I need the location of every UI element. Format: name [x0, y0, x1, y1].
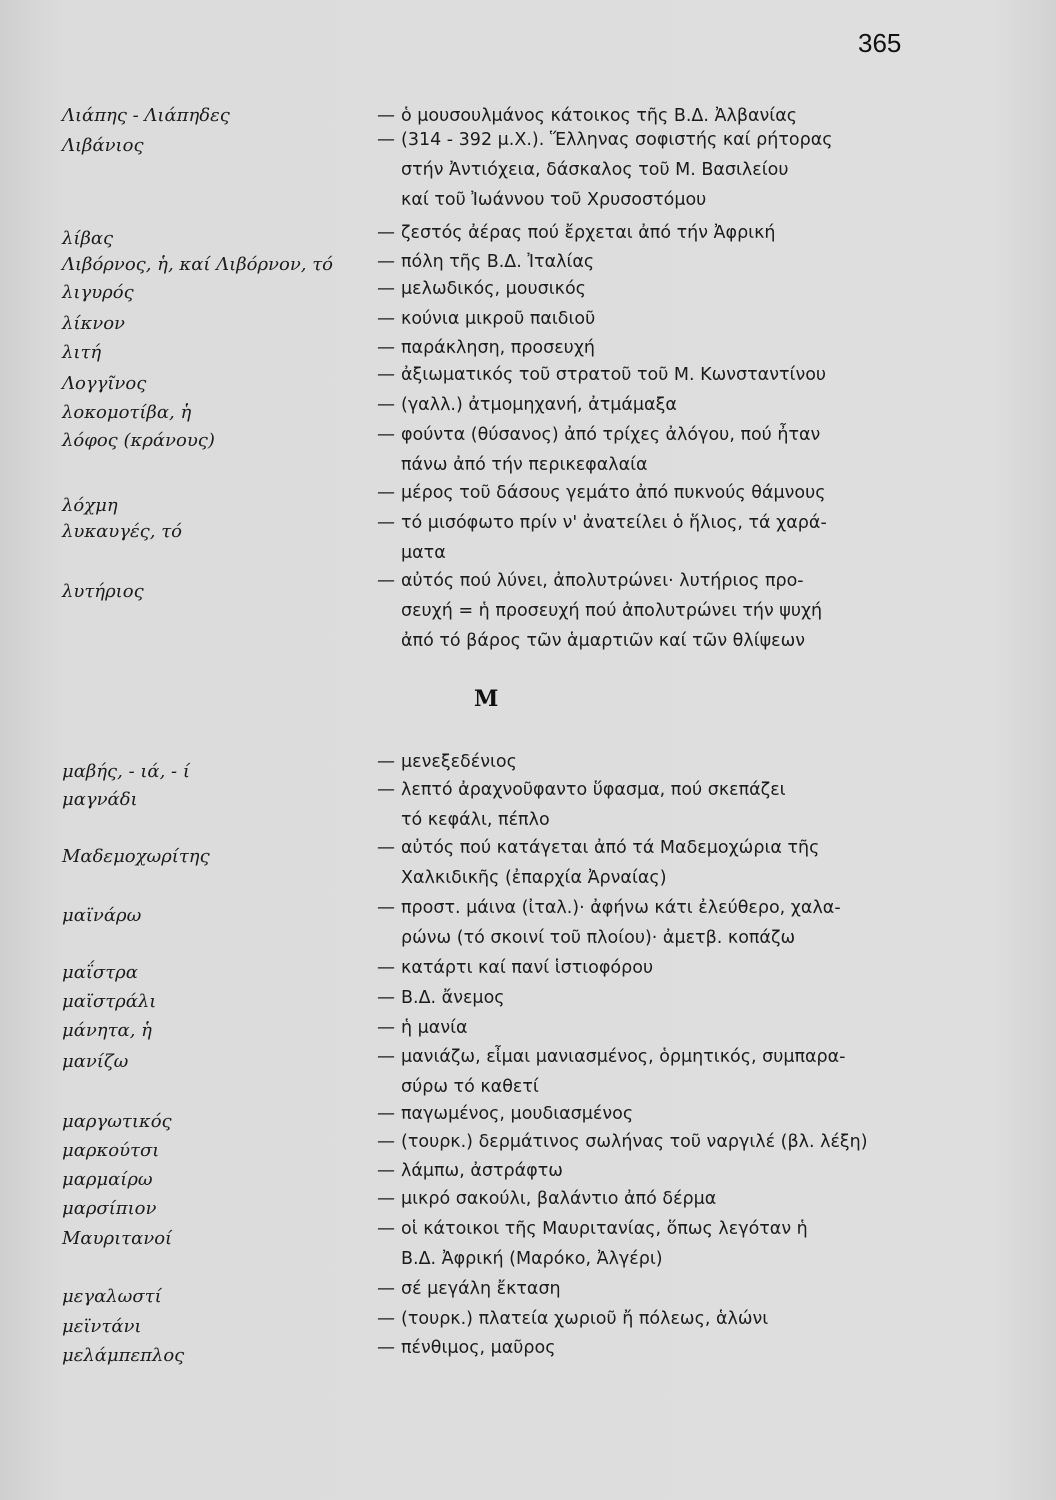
definition-line: σέ μεγάλη ἔκταση [401, 1279, 561, 1299]
entry-dash: — [377, 570, 395, 591]
entry-term: λοκομοτίβα, ἡ [62, 402, 192, 423]
entry-term: λόχμη [62, 495, 118, 516]
entry-term: μαρσίπιον [62, 1198, 157, 1219]
entry-definition [401, 1274, 913, 1304]
entry-term: λιγυρός [62, 282, 134, 303]
entry-dash: — [377, 482, 395, 503]
definition-line: λεπτό ἀραχνοῦφαντο ὕφασμα, πού σκεπάζει [401, 780, 786, 800]
entry-term: μανίζω [62, 1051, 129, 1072]
definition-line: λάμπω, ἀστράφτω [401, 1161, 563, 1181]
entry-term: Λιβόρνος, ἡ, καί Λιβόρνον, τό [62, 254, 333, 275]
definition-line: Β.Δ. Ἀφρική (Μαρόκο, Ἀλγέρι) [401, 1249, 663, 1269]
entry-definition [401, 893, 913, 953]
entry-definition [401, 1042, 913, 1102]
entry-term: μαϊνάρω [62, 905, 142, 926]
entry-dash: — [377, 837, 395, 858]
entry-definition [401, 1127, 913, 1157]
entry-term: μαϊστράλι [62, 991, 157, 1012]
entry-term: λιτή [62, 342, 102, 363]
definition-line: τό μισόφωτο πρίν ν' ἀνατείλει ὁ ἥλιος, τά χαρά- [401, 513, 827, 533]
entry-definition [401, 1184, 913, 1214]
section-letter: Μ [474, 686, 499, 712]
definition-line: παράκληση, προσευχή [401, 338, 596, 358]
entry-dash: — [377, 512, 395, 533]
definition-line: ἀξιωματικός τοῦ στρατοῦ τοῦ Μ. Κωνσταντίνου [401, 365, 827, 385]
entry-definition [401, 953, 913, 983]
page-number: 365 [858, 28, 902, 58]
definition-line: μέρος τοῦ δάσους γεμάτο ἀπό πυκνούς θάμνους [401, 483, 826, 503]
entry-dash: — [377, 1188, 395, 1209]
definition-line: μανιάζω, εἶμαι μανιασμένος, ὁρμητικός, συμπαρα- [401, 1047, 846, 1067]
definition-line: σευχή = ἡ προσευχή πού ἀπολυτρώνει τήν ψυχή [401, 601, 823, 621]
entry-definition [401, 747, 913, 777]
entry-definition [401, 1333, 913, 1363]
definition-line: (314 - 392 μ.Χ.). Ἕλληνας σοφιστής καί ρήτορας [401, 130, 833, 150]
definition-line: παγωμένος, μουδιασμένος [401, 1104, 634, 1124]
entry-term: λίκνον [62, 313, 125, 334]
definition-line: στήν Ἀντιόχεια, δάσκαλος τοῦ Μ. Βασιλείου [401, 160, 789, 180]
entry-dash: — [377, 1218, 395, 1239]
entry-dash: — [377, 105, 395, 126]
definition-line: αὐτός πού λύνει, ἀπολυτρώνει· λυτήριος προ- [401, 571, 804, 591]
entry-dash: — [377, 364, 395, 385]
definition-line: κούνια μικροῦ παιδιοῦ [401, 309, 596, 329]
definition-line: πένθιμος, μαῦρος [401, 1338, 556, 1358]
entry-term: μαγνάδι [62, 789, 138, 810]
entry-dash: — [377, 222, 395, 243]
entry-dash: — [377, 394, 395, 415]
entry-definition [401, 833, 913, 893]
definition-line: οἱ κάτοικοι τῆς Μαυριτανίας, ὅπως λεγόταν ἡ [401, 1219, 808, 1239]
entry-term: μαΐστρα [62, 962, 138, 983]
entry-definition [401, 1099, 913, 1129]
entry-definition [401, 1156, 913, 1186]
entry-term: λόφος (κράνους) [62, 430, 215, 451]
entry-dash: — [377, 251, 395, 272]
definition-line: ἡ μανία [401, 1018, 468, 1038]
entry-definition [401, 983, 913, 1013]
entry-term: λυκαυγές, τό [62, 521, 182, 542]
definition-line: Β.Δ. ἄνεμος [401, 988, 505, 1008]
definition-line: ἀπό τό βάρος τῶν ἁμαρτιῶν καί τῶν θλίψεων [401, 631, 806, 651]
definition-line: αὐτός πού κατάγεται ἀπό τά Μαδεμοχώρια τῆς [401, 838, 820, 858]
definition-line: σύρω τό καθετί [401, 1077, 539, 1097]
entry-dash: — [377, 987, 395, 1008]
entry-term: Λογγῖνος [62, 373, 147, 394]
entry-term: μαβής, - ιά, - ί [62, 761, 190, 782]
entry-term: μελάμπεπλος [62, 1345, 185, 1366]
entry-term: μαργωτικός [62, 1111, 172, 1132]
definition-line: (τουρκ.) δερμάτινος σωλήνας τοῦ ναργιλέ (βλ. λέξη) [401, 1132, 868, 1152]
definition-line: μικρό σακούλι, βαλάντιο ἀπό δέρμα [401, 1189, 717, 1209]
definition-line: ζεστός ἀέρας πού ἔρχεται ἀπό τήν Ἀφρική [401, 223, 776, 243]
definition-line: προστ. μάινα (ἰταλ.)· ἀφήνω κάτι ἐλεύθερο, χαλα- [401, 898, 841, 918]
entry-dash: — [377, 308, 395, 329]
entry-dash: — [377, 1131, 395, 1152]
definition-line: μελωδικός, μουσικός [401, 279, 586, 299]
entry-term: μάνητα, ἡ [62, 1020, 152, 1041]
entry-dash: — [377, 957, 395, 978]
entry-dash: — [377, 1160, 395, 1181]
entry-dash: — [377, 424, 395, 445]
entry-dash: — [377, 751, 395, 772]
entry-definition [401, 1013, 913, 1043]
definition-line: ρώνω (τό σκοινί τοῦ πλοίου)· ἀμετβ. κοπάζω [401, 928, 796, 948]
definition-line: ματα [401, 543, 446, 563]
entry-term: Λιάπης - Λιάπηδες [62, 105, 230, 126]
definition-line: Χαλκιδικῆς (ἐπαρχία Ἀρναίας) [401, 868, 667, 888]
entry-term: λυτήριος [62, 581, 144, 602]
entry-term: μεϊντάνι [62, 1316, 142, 1337]
entry-definition [401, 775, 913, 835]
entry-dash: — [377, 1308, 395, 1329]
entry-dash: — [377, 1046, 395, 1067]
definition-line: (γαλλ.) ἀτμομηχανή, ἀτμάμαξα [401, 395, 677, 415]
entry-term: μαρκούτσι [62, 1140, 160, 1161]
definition-line: πάνω ἀπό τήν περικεφαλαία [401, 455, 648, 475]
entry-term: Μαδεμοχωρίτης [62, 846, 210, 867]
definition-line: (τουρκ.) πλατεία χωριοῦ ἤ πόλεως, ἁλώνι [401, 1309, 769, 1329]
entry-dash: — [377, 129, 395, 150]
entry-dash: — [377, 1278, 395, 1299]
entry-term: Μαυριτανοί [62, 1228, 173, 1249]
entry-term: Λιβάνιος [62, 135, 144, 156]
entry-term: μαρμαίρω [62, 1169, 153, 1190]
entry-dash: — [377, 779, 395, 800]
definition-line: τό κεφάλι, πέπλο [401, 810, 550, 830]
definition-line: φούντα (θύσανος) ἀπό τρίχες ἀλόγου, πού ἦταν [401, 425, 821, 445]
entry-dash: — [377, 337, 395, 358]
entry-term: μεγαλωστί [62, 1286, 162, 1307]
definition-line: ὁ μουσουλμάνος κάτοικος τῆς Β.Δ. Ἀλβανίας [401, 106, 798, 126]
entry-dash: — [377, 1337, 395, 1358]
entry-dash: — [377, 1017, 395, 1038]
entry-definition [401, 1304, 913, 1334]
definition-line: κατάρτι καί πανί ἱστιοφόρου [401, 958, 654, 978]
definition-line: πόλη τῆς Β.Δ. Ἰταλίας [401, 252, 595, 272]
entry-dash: — [377, 278, 395, 299]
definition-line: μενεξεδένιος [401, 752, 517, 772]
entry-definition [401, 1214, 913, 1274]
definition-line: καί τοῦ Ἰωάννου τοῦ Χρυσοστόμου [401, 190, 707, 210]
entry-dash: — [377, 1103, 395, 1124]
entry-dash: — [377, 897, 395, 918]
entry-term: λίβας [62, 228, 114, 249]
